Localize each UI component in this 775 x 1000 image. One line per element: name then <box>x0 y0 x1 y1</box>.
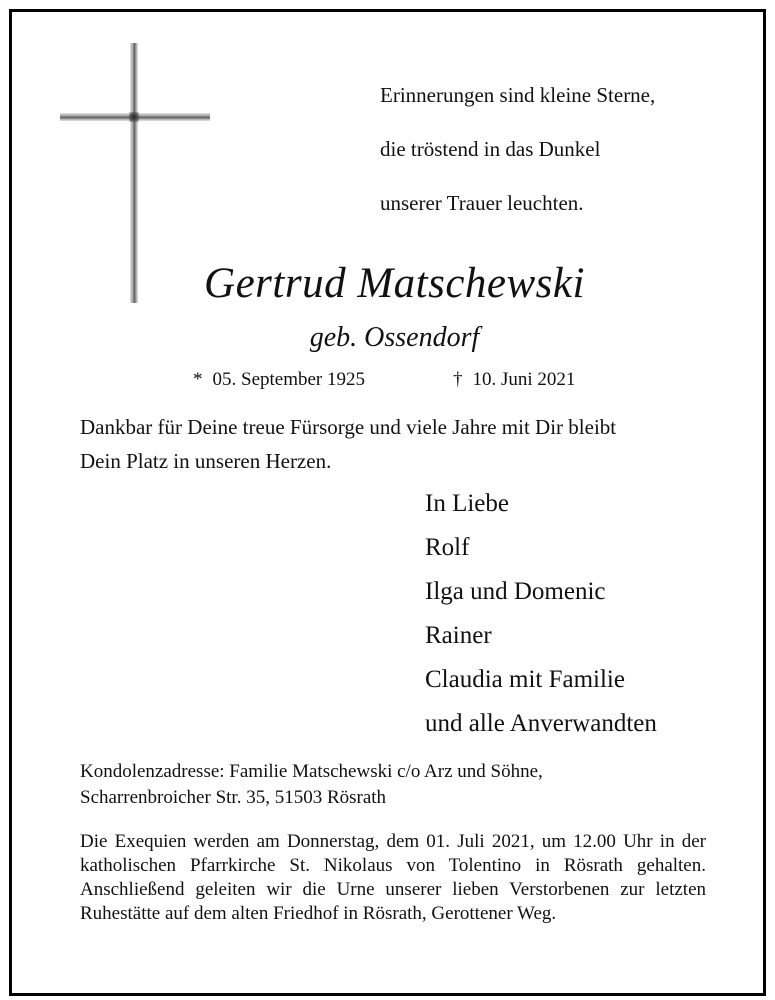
birth-star-icon: * <box>193 369 203 390</box>
death-date: 10. Juni 2021 <box>472 369 576 390</box>
cross-center <box>129 112 139 122</box>
signoff-line: und alle Anverwandten <box>425 710 657 737</box>
signoff-line: In Liebe <box>425 490 509 517</box>
poem-line: Erinnerungen sind kleine Sterne, <box>380 83 656 107</box>
signoff-line: Rainer <box>425 622 492 649</box>
death-date-line <box>453 367 575 393</box>
signoff-line: Ilga und Domenic <box>425 578 606 605</box>
condolence-address <box>80 759 543 811</box>
birth-date: 05. September 1925 <box>212 369 366 390</box>
poem-line: die tröstend in das Dunkel <box>380 137 601 161</box>
family-signoff <box>425 482 657 746</box>
poem <box>380 82 655 244</box>
signoff-line: Rolf <box>425 534 470 561</box>
death-dagger-icon: † <box>453 369 463 390</box>
deceased-name: Gertrud Matschewski <box>204 260 585 307</box>
thanks-text <box>80 410 710 478</box>
thanks-line: Dein Platz in unseren Herzen. <box>80 449 332 473</box>
thanks-line: Dankbar für Deine treue Fürsorge und viele Jahre mit Dir bleibt <box>80 415 617 439</box>
address-line: Kondolenzadresse: Familie Matschewski c/o Arz und Söhne, <box>80 761 543 782</box>
obituary-card <box>9 9 766 996</box>
signoff-line: Claudia mit Familie <box>425 666 625 693</box>
address-line: Scharrenbroicher Str. 35, 51503 Rösrath <box>80 787 387 808</box>
poem-line: unserer Trauer leuchten. <box>380 191 584 215</box>
birth-name: geb. Ossendorf <box>309 322 480 353</box>
service-information: Die Exequien werden am Donnerstag, dem 01. Juli 2021, um 12.00 Uhr in der katholischen Pfarrkirche St. Nikolaus von Tolentino in Rösrath gehalten. Anschließend geleiten wir die Urne unserer lieben Verstorbenen zur letzten Ruhestätte auf dem alten Friedhof in Rösrath, Gerottener Weg. <box>80 831 706 924</box>
birth-date-line <box>193 367 365 393</box>
